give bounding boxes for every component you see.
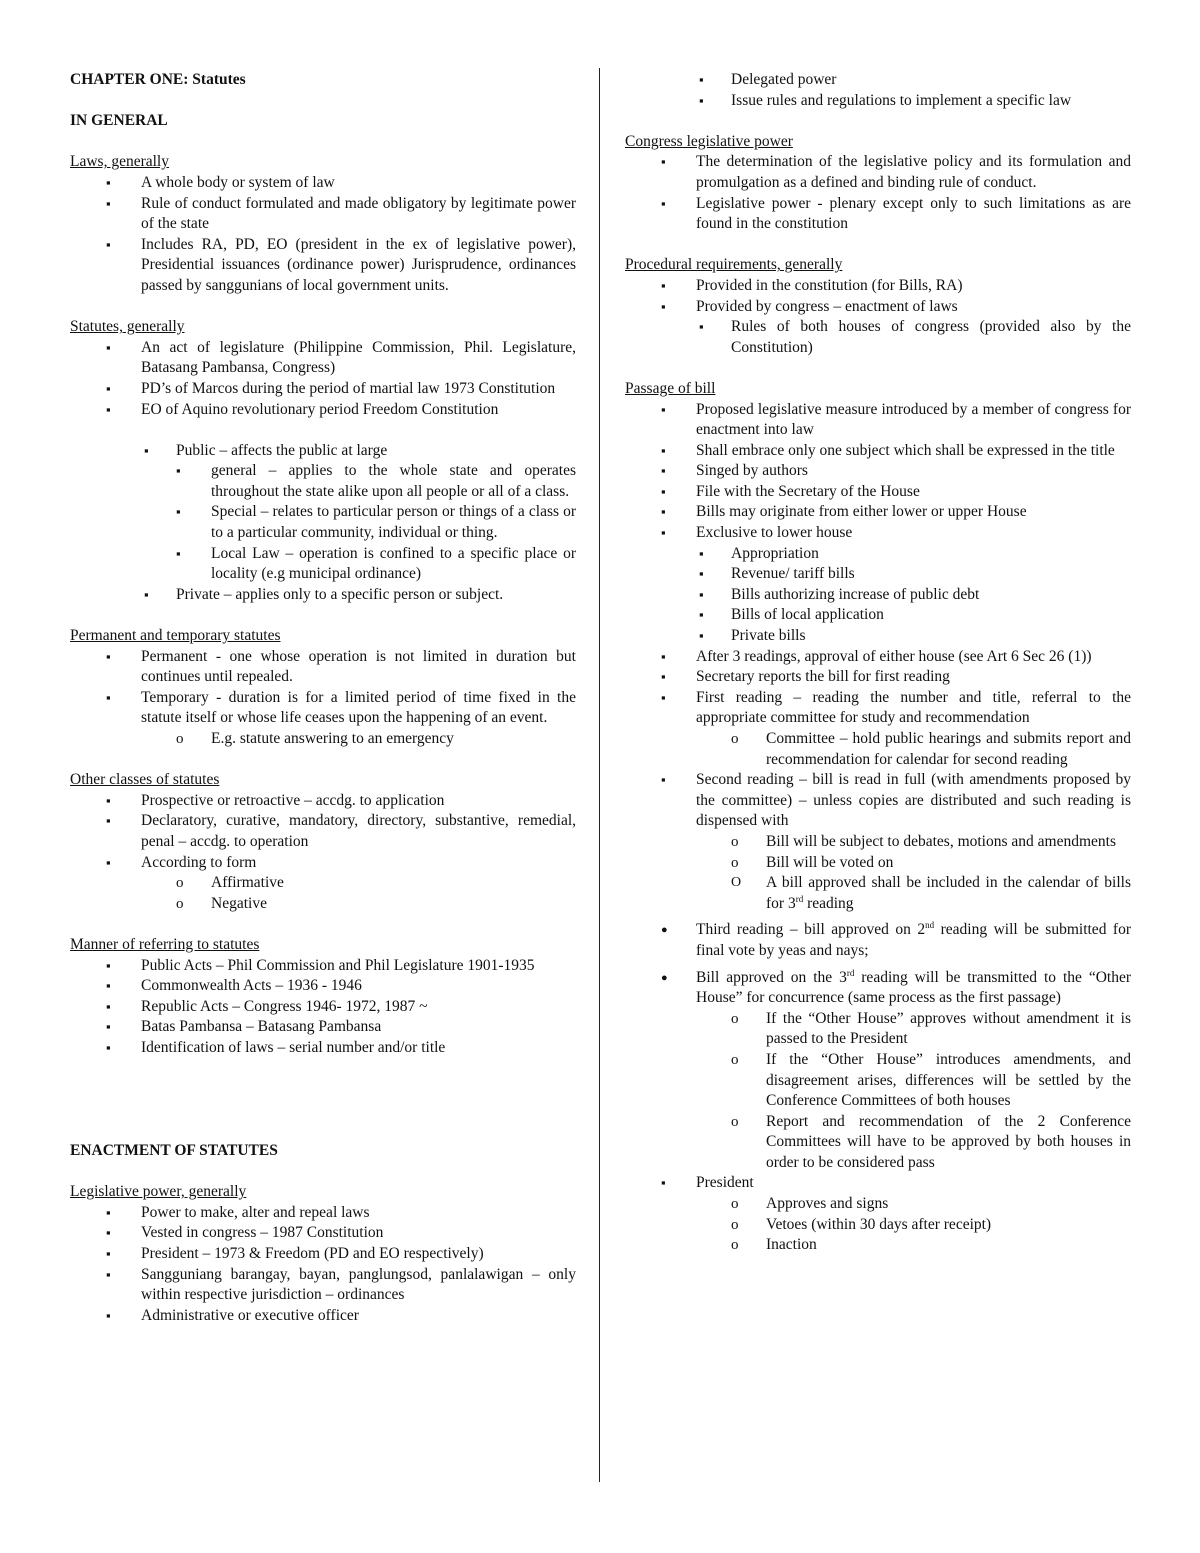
- list-item: o Inaction: [766, 1235, 1131, 1256]
- list-item-third-reading: [696, 920, 1131, 961]
- list-item: ▪ File with the Secretary of the House: [696, 482, 1131, 503]
- list-item-private: ▪ Private – applies only to a specific person or subject.: [176, 585, 576, 606]
- permanent-list: [70, 647, 576, 750]
- subheading-statutes: Statutes, generally: [70, 318, 185, 336]
- list-item: ▪ Delegated power: [731, 70, 1131, 91]
- list-item: ▪ Administrative or executive officer: [141, 1306, 576, 1327]
- list-item: ▪ First reading – reading the number and title, referral to the appropriate committee for study and recommendation: [696, 688, 1131, 729]
- list-item-public: ▪ Public – affects the public at large: [176, 441, 576, 462]
- list-item: ▪ Second reading – bill is read in full (with amendments proposed by the committee) – unless copies are distributed and such reading is dispensed with: [696, 770, 1131, 832]
- column-divider: [599, 68, 600, 1482]
- subheading-manner: Manner of referring to statutes: [70, 935, 260, 953]
- list-item: ▪ Republic Acts – Congress 1946- 1972, 1987 ~: [141, 997, 576, 1018]
- procedural-list: [625, 276, 1131, 358]
- list-item: o E.g. statute answering to an emergency: [211, 729, 576, 750]
- list-item-president: ▪ President: [696, 1173, 1131, 1194]
- list-item: ▪ Rules of both houses of congress (provided also by the Constitution): [731, 317, 1131, 358]
- list-item: o Bill will be voted on: [766, 853, 1131, 874]
- passage-list: [625, 400, 1131, 1256]
- statutes-list: [70, 338, 576, 420]
- list-item: ▪ Provided by congress – enactment of laws: [696, 297, 1131, 318]
- list-item: ▪ Exclusive to lower house: [696, 523, 1131, 544]
- list-item: ▪ Shall embrace only one subject which shall be expressed in the title: [696, 441, 1131, 462]
- list-item: ▪ Public Acts – Phil Commission and Phil Legislature 1901-1935: [141, 956, 576, 977]
- list-item-calendar: [766, 873, 1131, 914]
- subheading-congress-power: Congress legislative power: [625, 132, 793, 150]
- list-item: ▪ Local Law – operation is confined to a specific place or locality (e.g municipal ordinance): [211, 544, 576, 585]
- list-item: ▪ An act of legislature (Philippine Commission, Phil. Legislature, Batasang Pambansa, Congress): [141, 338, 576, 379]
- list-item: ▪ Declaratory, curative, mandatory, directory, substantive, remedial, penal – accdg. to operation: [141, 811, 576, 852]
- list-item: o Vetoes (within 30 days after receipt): [766, 1215, 1131, 1236]
- list-item: ▪ Provided in the constitution (for Bills, RA): [696, 276, 1131, 297]
- superscript: rd: [846, 967, 855, 978]
- list-item: ▪ After 3 readings, approval of either house (see Art 6 Sec 26 (1)): [696, 647, 1131, 668]
- list-item: ▪ EO of Aquino revolutionary period Freedom Constitution: [141, 400, 576, 421]
- list-item: ▪ Private bills: [731, 626, 1131, 647]
- subheading-passage: Passage of bill: [625, 379, 716, 397]
- list-item: ▪ Bills may originate from either lower or upper House: [696, 502, 1131, 523]
- laws-list: [70, 173, 576, 297]
- list-item: ▪ Secretary reports the bill for first reading: [696, 667, 1131, 688]
- list-item: o If the “Other House” introduces amendments, and disagreement arises, differences will be settled by the Conference Committees of both houses: [766, 1050, 1131, 1112]
- other-classes-list: [70, 791, 576, 915]
- list-item: ▪ Power to make, alter and repeal laws: [141, 1203, 576, 1224]
- list-item: o Negative: [211, 894, 576, 915]
- admin-officer-sublist: [625, 70, 1131, 111]
- superscript: nd: [925, 920, 935, 931]
- superscript: rd: [795, 893, 804, 904]
- legislative-power-list: [70, 1203, 576, 1327]
- calendar-text-end: reading: [803, 894, 854, 912]
- list-item: o Committee – hold public hearings and submits report and recommendation for calendar for second reading: [766, 729, 1131, 770]
- list-item-transmit: [696, 968, 1131, 1009]
- list-item: ▪ Revenue/ tariff bills: [731, 564, 1131, 585]
- list-item: ▪ Sangguniang barangay, bayan, panglungsod, panlalawigan – only within respective jurisdiction – ordinances: [141, 1265, 576, 1306]
- calendar-text: A bill approved shall be included in the calendar of bills for 3: [766, 874, 1131, 912]
- list-item: ▪ Prospective or retroactive – accdg. to application: [141, 791, 576, 812]
- list-item: ▪ Identification of laws – serial number and/or title: [141, 1038, 576, 1059]
- subheading-procedural: Procedural requirements, generally: [625, 256, 843, 274]
- list-item: ▪ Rule of conduct formulated and made obligatory by legitimate power of the state: [141, 194, 576, 235]
- list-item: ▪ According to form: [141, 853, 576, 874]
- list-item: ▪ Commonwealth Acts – 1936 - 1946: [141, 976, 576, 997]
- list-item: ▪ Bills authorizing increase of public debt: [731, 585, 1131, 606]
- right-column: [625, 70, 1131, 1256]
- subheading-laws: Laws, generally: [70, 153, 169, 171]
- public-private-list: [70, 441, 576, 606]
- list-item: o If the “Other House” approves without amendment it is passed to the President: [766, 1009, 1131, 1050]
- list-item: o Bill will be subject to debates, motions and amendments: [766, 832, 1131, 853]
- list-item: ▪ Bills of local application: [731, 605, 1131, 626]
- left-column: [70, 70, 576, 1326]
- third-text-end: reading will be submitted for final vote by yeas and nays;: [696, 921, 1131, 959]
- subheading-permanent: Permanent and temporary statutes: [70, 627, 281, 645]
- list-item: ▪ Vested in congress – 1987 Constitution: [141, 1223, 576, 1244]
- list-item: ▪ Batas Pambansa – Batasang Pambansa: [141, 1017, 576, 1038]
- list-item: ▪ Appropriation: [731, 544, 1131, 565]
- list-item: ▪ A whole body or system of law: [141, 173, 576, 194]
- section-heading-enactment: ENACTMENT OF STATUTES: [70, 1142, 278, 1160]
- list-item: ▪ President – 1973 & Freedom (PD and EO respectively): [141, 1244, 576, 1265]
- section-heading-general: IN GENERAL: [70, 112, 168, 130]
- list-item: o Affirmative: [211, 873, 576, 894]
- list-item: ▪ The determination of the legislative policy and its formulation and promulgation as a defined and binding rule of conduct.: [696, 152, 1131, 193]
- third-text: Third reading – bill approved on 2: [696, 921, 926, 939]
- list-item: ▪ Issue rules and regulations to implement a specific law: [731, 91, 1131, 112]
- chapter-title: CHAPTER ONE: Statutes: [70, 71, 246, 88]
- list-item: o Approves and signs: [766, 1194, 1131, 1215]
- list-item: ▪ Proposed legislative measure introduced by a member of congress for enactment into law: [696, 400, 1131, 441]
- list-item: ▪ Temporary - duration is for a limited period of time fixed in the statute itself or whose life ceases upon the happening of an event.: [141, 688, 576, 729]
- list-item: ▪ Permanent - one whose operation is not limited in duration but continues until repealed.: [141, 647, 576, 688]
- list-item: ▪ Legislative power - plenary except only to such limitations as are found in the constitution: [696, 194, 1131, 235]
- list-item: o Report and recommendation of the 2 Conference Committees will have to be approved by both houses in order to be considered pass: [766, 1112, 1131, 1174]
- list-item: ▪ Special – relates to particular person or things of a class or to a particular community, individual or thing.: [211, 502, 576, 543]
- subheading-other-classes: Other classes of statutes: [70, 771, 220, 789]
- congress-power-list: [625, 152, 1131, 234]
- list-item: ▪ Singed by authors: [696, 461, 1131, 482]
- list-item: ▪ Includes RA, PD, EO (president in the ex of legislative power), Presidential issuances (ordinance power) Jurisprudence, ordinances passed by sanggunians of local government units.: [141, 235, 576, 297]
- transmit-text-end: reading will be transmitted to the “Other House” for concurrence (same process as the first passage): [696, 968, 1131, 1007]
- list-item: ▪ general – applies to the whole state and operates throughout the state alike upon all people or all of a class.: [211, 461, 576, 502]
- subheading-legislative-power: Legislative power, generally: [70, 1183, 247, 1201]
- manner-list: [70, 956, 576, 1059]
- list-item: ▪ PD’s of Marcos during the period of martial law 1973 Constitution: [141, 379, 576, 400]
- transmit-text: Bill approved on the 3: [696, 968, 847, 986]
